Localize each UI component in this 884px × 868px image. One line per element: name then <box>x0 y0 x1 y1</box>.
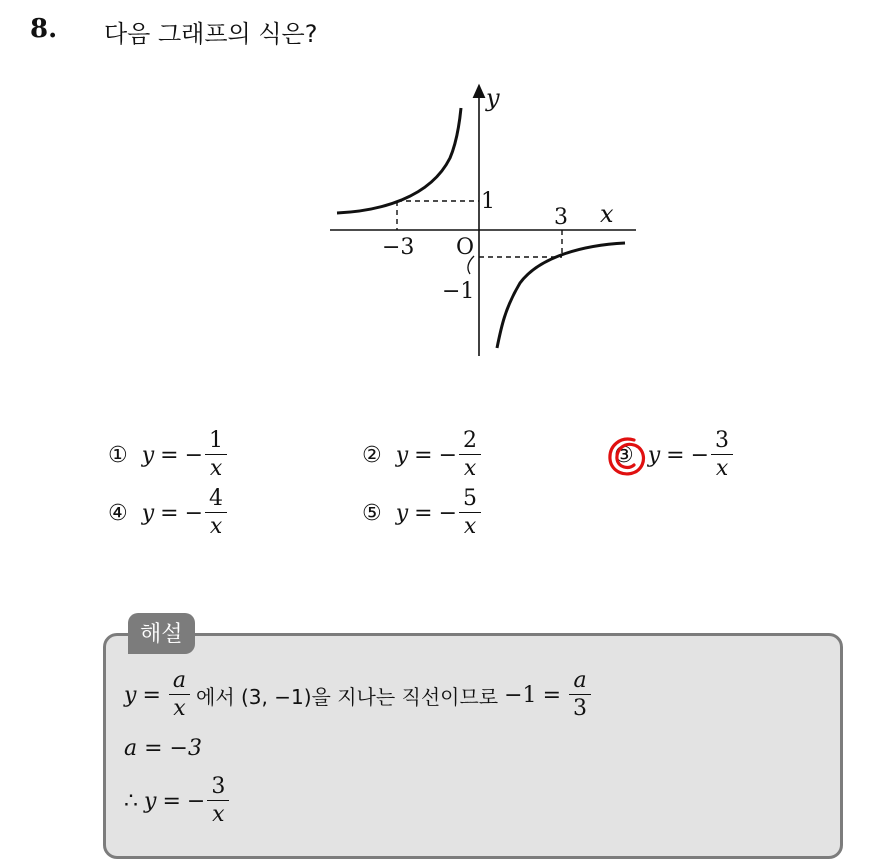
choice-fraction <box>205 430 227 480</box>
choice-equals: = <box>160 500 179 526</box>
sol-equals: = <box>142 682 161 708</box>
denominator: x <box>463 456 477 481</box>
sol-rhs-equals: = <box>542 682 561 708</box>
choice-sign: − <box>184 500 204 526</box>
solution-tag: 해설 <box>128 613 195 654</box>
solution-line-3 <box>124 776 229 826</box>
choice-var: y <box>141 500 155 526</box>
choice-fraction <box>459 488 481 538</box>
denominator: x <box>173 696 186 721</box>
choice-number: ④ <box>108 500 128 526</box>
choice-2[interactable] <box>362 430 481 480</box>
label-y-neg1: −1 <box>442 279 475 304</box>
choice-equals: = <box>666 442 685 468</box>
sol-var-y: y <box>144 788 157 814</box>
numerator: 5 <box>459 488 481 513</box>
choice-number: ② <box>362 442 382 468</box>
sol-var-y: y <box>124 682 137 708</box>
sol-equals: = <box>162 788 181 814</box>
choice-equals: = <box>414 500 433 526</box>
numerator: 3 <box>207 776 229 801</box>
question-number: 8. <box>30 14 58 44</box>
choice-number: ① <box>108 442 128 468</box>
denominator: x <box>463 514 477 539</box>
hyperbola-branch-right <box>497 243 625 348</box>
therefore-symbol: ∴ <box>124 788 138 814</box>
numerator: 2 <box>459 430 481 455</box>
choice-fraction <box>459 430 481 480</box>
choice-equals: = <box>414 442 433 468</box>
choice-5[interactable] <box>362 488 481 538</box>
question-text: 다음 그래프의 식은? <box>104 20 318 48</box>
choice-sign: − <box>438 442 458 468</box>
label-y-1: 1 <box>481 189 495 214</box>
numerator: a <box>569 670 590 695</box>
choice-number: ③ <box>614 442 634 468</box>
sol-a-equation: a = −3 <box>124 736 202 761</box>
dashed-guide-upper <box>397 201 479 230</box>
choice-sign: − <box>690 442 710 468</box>
numerator: 4 <box>205 488 227 513</box>
choice-number: ⑤ <box>362 500 382 526</box>
numerator: a <box>169 670 190 695</box>
hyperbola-graph <box>320 78 640 368</box>
answer-circle-mark <box>604 434 650 480</box>
origin-label: O <box>456 235 475 260</box>
denominator: x <box>212 802 225 827</box>
sol-rhs-left: −1 <box>504 682 537 708</box>
choice-fraction <box>205 488 227 538</box>
denominator: 3 <box>573 696 587 721</box>
denominator: x <box>209 514 223 539</box>
numerator: 3 <box>711 430 733 455</box>
label-x-3: 3 <box>554 205 568 230</box>
choice-var: y <box>647 442 661 468</box>
choice-var: y <box>395 442 409 468</box>
choice-1[interactable] <box>108 430 227 480</box>
solution-line-2 <box>124 736 202 761</box>
solution-line-1 <box>124 670 591 720</box>
denominator: x <box>209 456 223 481</box>
label-x-neg3: −3 <box>382 235 415 260</box>
choice-4[interactable] <box>108 488 227 538</box>
x-axis-label: x <box>600 200 614 228</box>
denominator: x <box>715 456 729 481</box>
dashed-guide-lower <box>479 230 562 257</box>
y-axis-label: y <box>486 84 500 112</box>
sol-final-fraction <box>207 776 229 826</box>
choice-sign: − <box>184 442 204 468</box>
numerator: 1 <box>205 430 227 455</box>
hyperbola-branch-left <box>337 108 461 213</box>
sol-fraction-a-over-3 <box>569 670 591 720</box>
sol-fraction-a-over-x <box>169 670 190 720</box>
choice-var: y <box>395 500 409 526</box>
sol-sign: − <box>186 788 206 814</box>
choice-equals: = <box>160 442 179 468</box>
choice-fraction <box>711 430 733 480</box>
sol-text: 에서 (3, −1)을 지나는 직선이므로 <box>196 684 499 709</box>
choice-var: y <box>141 442 155 468</box>
choice-sign: − <box>438 500 458 526</box>
